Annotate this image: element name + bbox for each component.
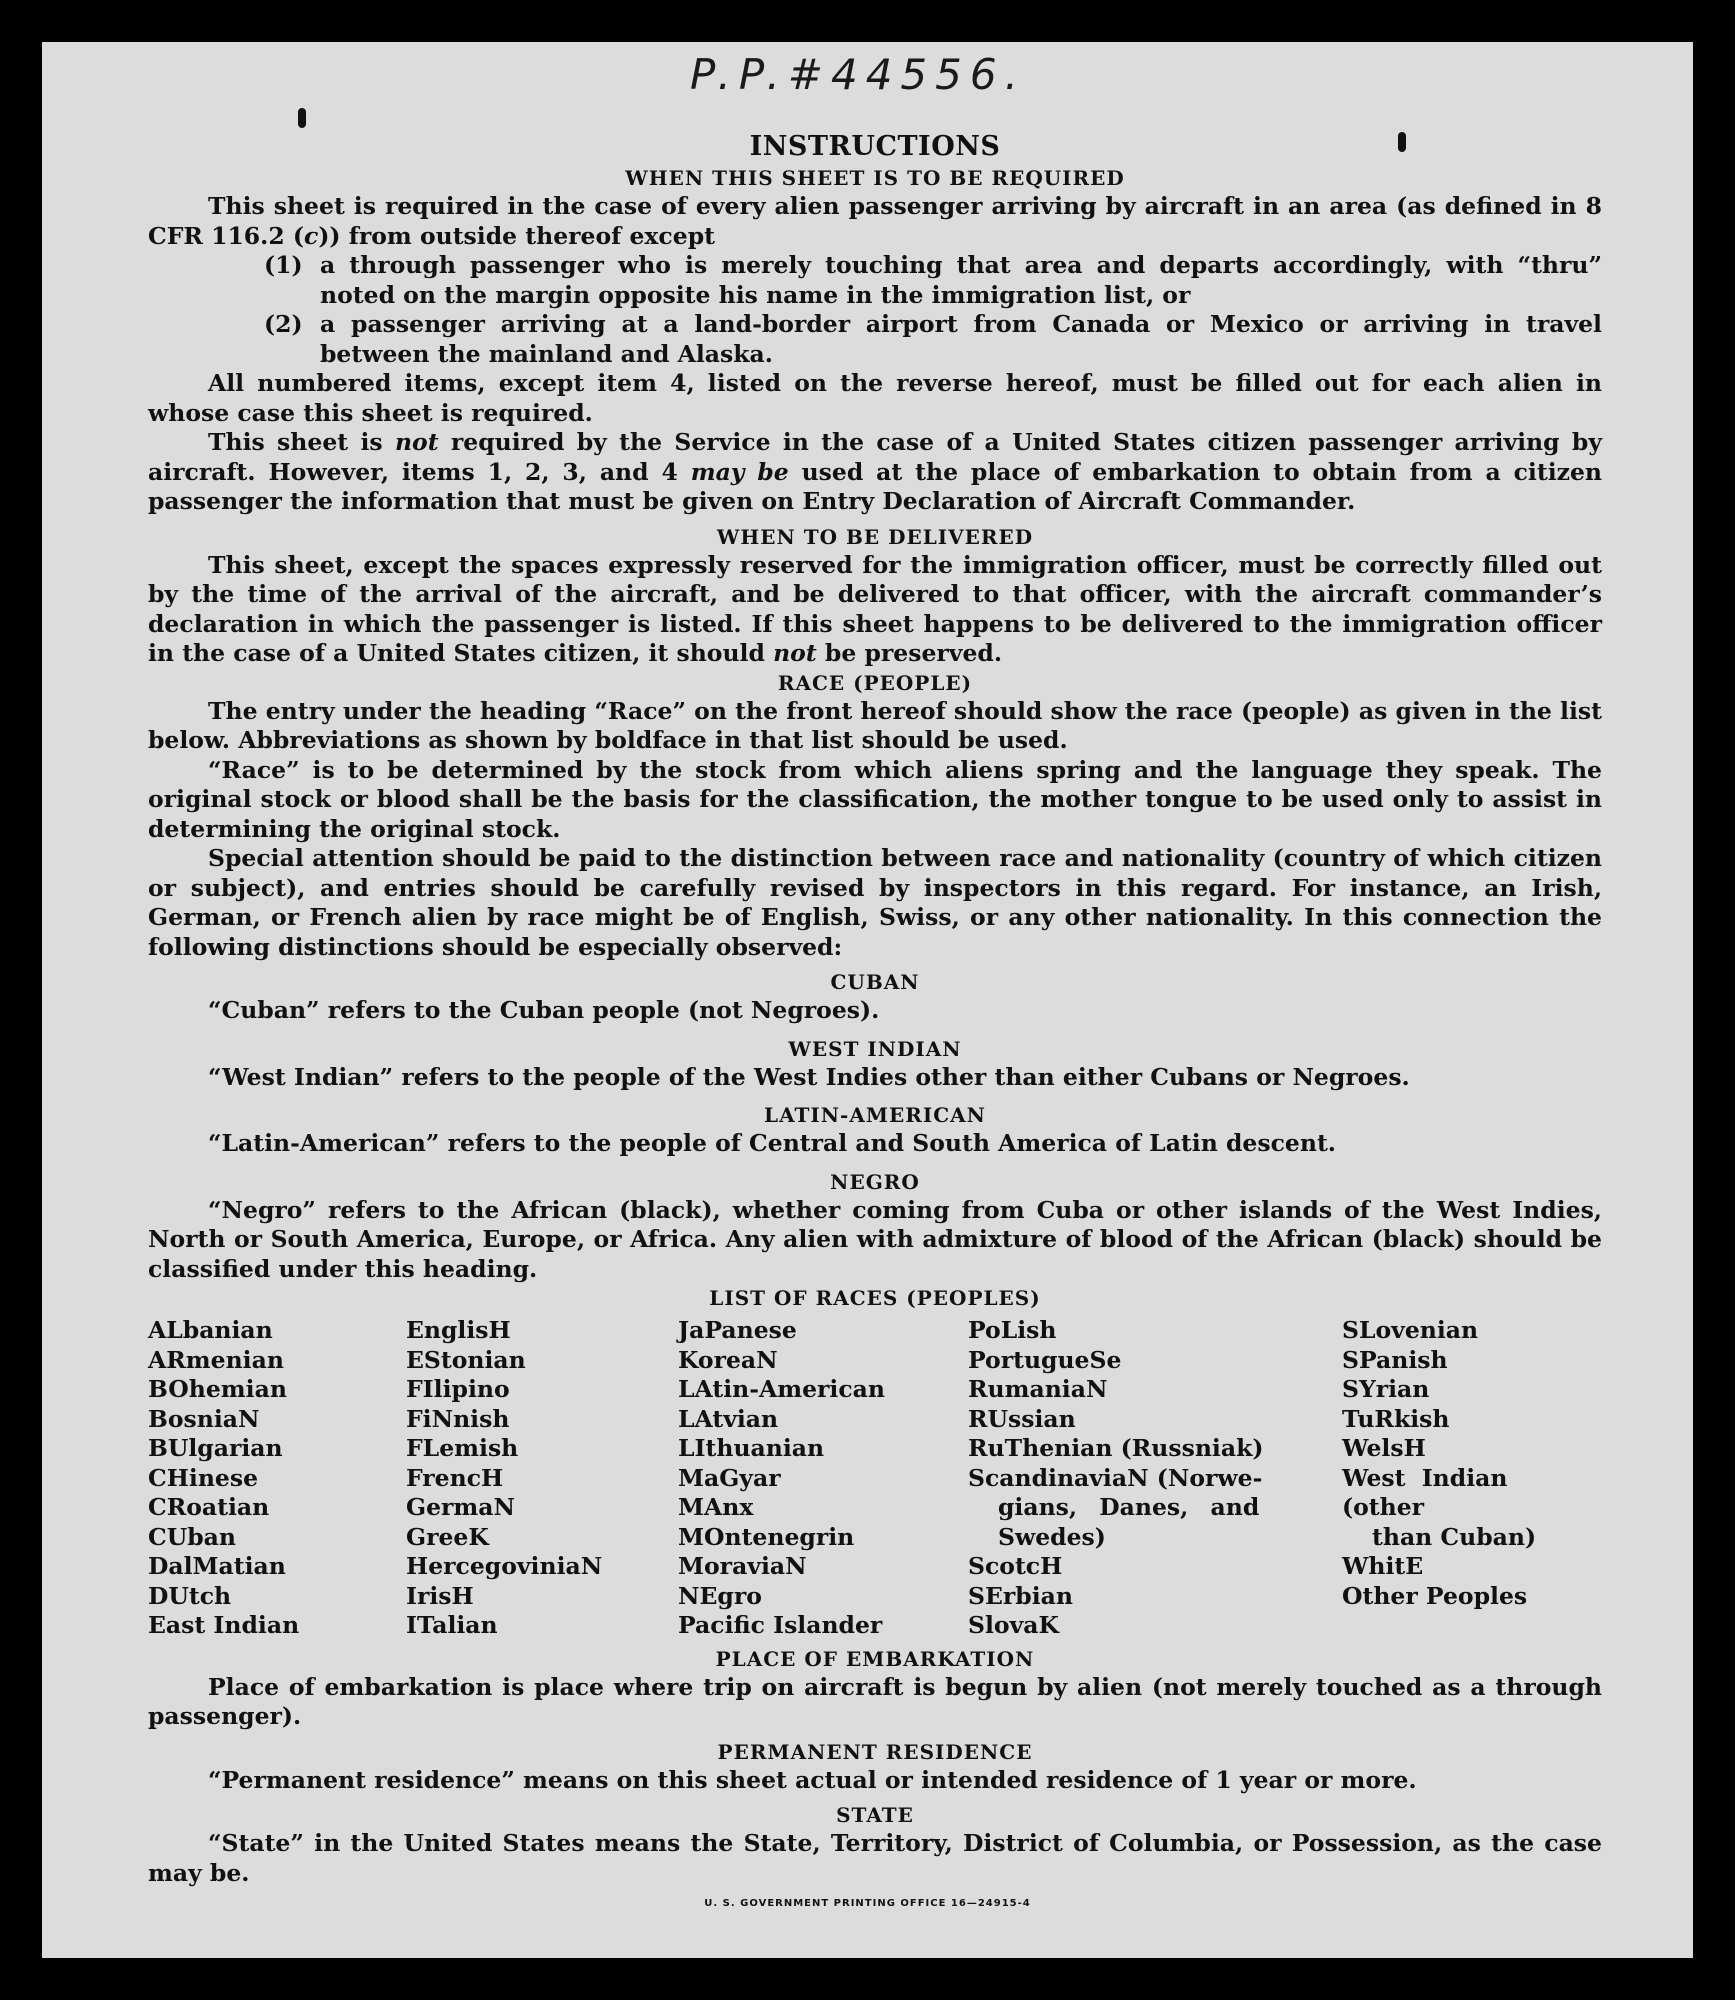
race-item: EStonian bbox=[406, 1345, 526, 1374]
race-item: GermaN bbox=[406, 1493, 515, 1521]
race-item: MoraviaN bbox=[678, 1552, 807, 1580]
exception-item-1: (1) a through passenger who is merely touching that area and departs accordingly, with “thru” noted on the margin opposite his name in the immigration list, or bbox=[264, 251, 1602, 309]
printing-office-footer: U. S. GOVERNMENT PRINTING OFFICE 16—24915-4 bbox=[704, 1898, 1031, 1909]
heading-when-delivered: WHEN TO BE DELIVERED bbox=[716, 524, 1034, 549]
races-column-3 bbox=[678, 1316, 968, 1641]
race-item: SYrian bbox=[1342, 1375, 1430, 1403]
race-item: RumaniaN bbox=[968, 1375, 1108, 1403]
race-item: LAtvian bbox=[678, 1404, 779, 1433]
race-item: FLemish bbox=[406, 1434, 519, 1462]
race-item: ARmenian bbox=[148, 1345, 284, 1374]
heading-permanent-residence: PERMANENT RESIDENCE bbox=[717, 1739, 1033, 1764]
races-column-2 bbox=[406, 1316, 678, 1641]
race-item: CUban bbox=[148, 1522, 236, 1551]
race-item: WhitE bbox=[1342, 1552, 1424, 1580]
race-item: MOntenegrin bbox=[678, 1522, 855, 1551]
race-item: IrisH bbox=[406, 1581, 474, 1610]
race-item: GreeK bbox=[406, 1522, 489, 1551]
race-item: MAnx bbox=[678, 1493, 754, 1521]
race-item-continued: Swedes) bbox=[998, 1522, 1106, 1551]
heading-list-of-races: LIST OF RACES (PEOPLES) bbox=[709, 1286, 1041, 1310]
races-column-4 bbox=[968, 1316, 1342, 1641]
race-item: RUssian bbox=[968, 1404, 1076, 1433]
race-item: LAtin-American bbox=[678, 1375, 885, 1403]
heading-when-required: WHEN THIS SHEET IS TO BE REQUIRED bbox=[625, 166, 1125, 190]
race-item: ScotcH bbox=[968, 1552, 1063, 1580]
race-item: ALbanian bbox=[148, 1316, 273, 1344]
paragraph-race-stock: “Race” is to be determined by the stock from which aliens spring and the language they speak. The original stock or blood shall be the basis for the classification, the mother tongue to be used only to assist in determining the original stock. bbox=[148, 755, 1602, 843]
race-item: RuThenian (Russniak) bbox=[968, 1434, 1264, 1462]
handwritten-note: P.P.#44556. bbox=[690, 50, 1026, 99]
paragraph-race-distinction: Special attention should be paid to the distinction between race and nationality (country of which citizen or subject), and entries should be carefully revised by inspectors in this regard. For instance, an Irish, German, or French alien by race might be of English, Swiss, or any other nationality. In this connection the following distinctions should be especially observed: bbox=[148, 844, 1602, 961]
instructions-body bbox=[148, 130, 1602, 1888]
race-item: Pacific Islander bbox=[678, 1611, 883, 1639]
race-item: EnglisH bbox=[406, 1316, 511, 1344]
race-item: ScandinaviaN (Norwe- bbox=[968, 1463, 1263, 1492]
paragraph-cuban: “Cuban” refers to the Cuban people (not Negroes). bbox=[208, 996, 880, 1024]
heading-negro: NEGRO bbox=[830, 1169, 920, 1194]
race-item: ITalian bbox=[406, 1611, 498, 1639]
paragraph-race-entry: The entry under the heading “Race” on the front hereof should show the race (people) as given in the list below. Abbreviations as shown by boldface in that list should be used. bbox=[148, 696, 1602, 754]
race-item: FiNnish bbox=[406, 1404, 510, 1433]
race-item: BOhemian bbox=[148, 1375, 287, 1403]
heading-embarkation: PLACE OF EMBARKATION bbox=[715, 1646, 1035, 1671]
race-item: BosniaN bbox=[148, 1404, 260, 1433]
race-item: CRoatian bbox=[148, 1493, 270, 1521]
race-item: KoreaN bbox=[678, 1345, 778, 1374]
paragraph-permanent-residence: “Permanent residence” means on this sheet actual or intended residence of 1 year or more. bbox=[208, 1765, 1417, 1794]
race-item: BUlgarian bbox=[148, 1434, 283, 1462]
heading-cuban: CUBAN bbox=[830, 970, 920, 994]
race-item: HercegoviniaN bbox=[406, 1552, 603, 1580]
paragraph-delivered: This sheet, except the spaces expressly reserved for the immigration officer, must be correctly filled out by the time of the arrival of the aircraft, and be delivered to that officer, with the aircraft commander’s declaration in which the passenger is listed. If this sheet happens to be delivered to the immigration officer in the case of a United States citizen, it should not be preserved. bbox=[148, 550, 1602, 667]
race-item: FrencH bbox=[406, 1463, 504, 1492]
paragraph-state: “State” in the United States means the State, Territory, District of Columbia, or Possession, as the case may be. bbox=[148, 1829, 1602, 1887]
paragraph-west-indian: “West Indian” refers to the people of the West Indies other than either Cubans or Negroes. bbox=[208, 1062, 1410, 1091]
paragraph-embarkation: Place of embarkation is place where trip on aircraft is begun by alien (not merely touched as a through passenger). bbox=[148, 1672, 1602, 1730]
race-item: SLovenian bbox=[1342, 1316, 1479, 1344]
races-list bbox=[148, 1316, 1602, 1641]
races-column-5 bbox=[1342, 1316, 1602, 1641]
race-item: FIlipino bbox=[406, 1375, 510, 1403]
race-item-continued: gians, Danes, and bbox=[998, 1493, 1260, 1521]
paragraph-negro: “Negro” refers to the African (black), whether coming from Cuba or other islands of the West Indies, North or South America, Europe, or Africa. Any alien with admixture of blood of the African (black) should be classified under this heading. bbox=[148, 1195, 1602, 1283]
race-item: LIthuanian bbox=[678, 1434, 825, 1462]
document-sheet bbox=[42, 42, 1693, 1958]
race-item: Other Peoples bbox=[1342, 1581, 1528, 1610]
race-item: SlovaK bbox=[968, 1611, 1059, 1639]
race-item-continued: than Cuban) bbox=[1372, 1522, 1537, 1551]
heading-state: STATE bbox=[836, 1803, 914, 1827]
paragraph-numbered-items: All numbered items, except item 4, listed on the reverse hereof, must be filled out for each alien in whose case this sheet is required. bbox=[148, 369, 1602, 427]
race-item: East Indian bbox=[148, 1611, 300, 1639]
paragraph-citizen: This sheet is not required by the Service in the case of a United States citizen passenger arriving by aircraft. However, items 1, 2, 3, and 4 may be used at the place of embarkation to obtain from a citizen passenger the information that must be given on Entry Declaration of Aircraft Commander. bbox=[148, 428, 1603, 515]
punch-mark-left bbox=[298, 108, 306, 128]
paragraph-latin-american: “Latin-American” refers to the people of Central and South America of Latin descent. bbox=[208, 1129, 1336, 1157]
race-item: SErbian bbox=[968, 1581, 1073, 1610]
race-item: West Indian (other bbox=[1342, 1463, 1508, 1521]
heading-latin-american: LATIN-AMERICAN bbox=[764, 1103, 986, 1127]
race-item: JaPanese bbox=[678, 1316, 797, 1344]
race-item: WelsH bbox=[1342, 1434, 1426, 1462]
race-item: SPanish bbox=[1342, 1345, 1448, 1374]
race-item: PortugueSe bbox=[968, 1345, 1122, 1374]
race-item: NEgro bbox=[678, 1581, 762, 1610]
race-item: DUtch bbox=[148, 1581, 232, 1610]
heading-race: RACE (PEOPLE) bbox=[777, 670, 973, 695]
race-item: MaGyar bbox=[678, 1463, 781, 1492]
race-item: TuRkish bbox=[1342, 1404, 1450, 1433]
heading-west-indian: WEST INDIAN bbox=[788, 1036, 962, 1061]
races-column-1 bbox=[148, 1316, 406, 1641]
exception-item-2: (2) a passenger arriving at a land-border airport from Canada or Mexico or arriving in travel between the mainland and Alaska. bbox=[264, 310, 1602, 368]
race-item: CHinese bbox=[148, 1463, 259, 1492]
race-item: PoLish bbox=[968, 1316, 1057, 1344]
paragraph-required: This sheet is required in the case of every alien passenger arriving by aircraft in an area (as defined in 8 CFR 116.2 (c)) from outside thereof except bbox=[148, 192, 1602, 250]
page-title: INSTRUCTIONS bbox=[749, 131, 1001, 162]
race-item: DalMatian bbox=[148, 1552, 286, 1580]
